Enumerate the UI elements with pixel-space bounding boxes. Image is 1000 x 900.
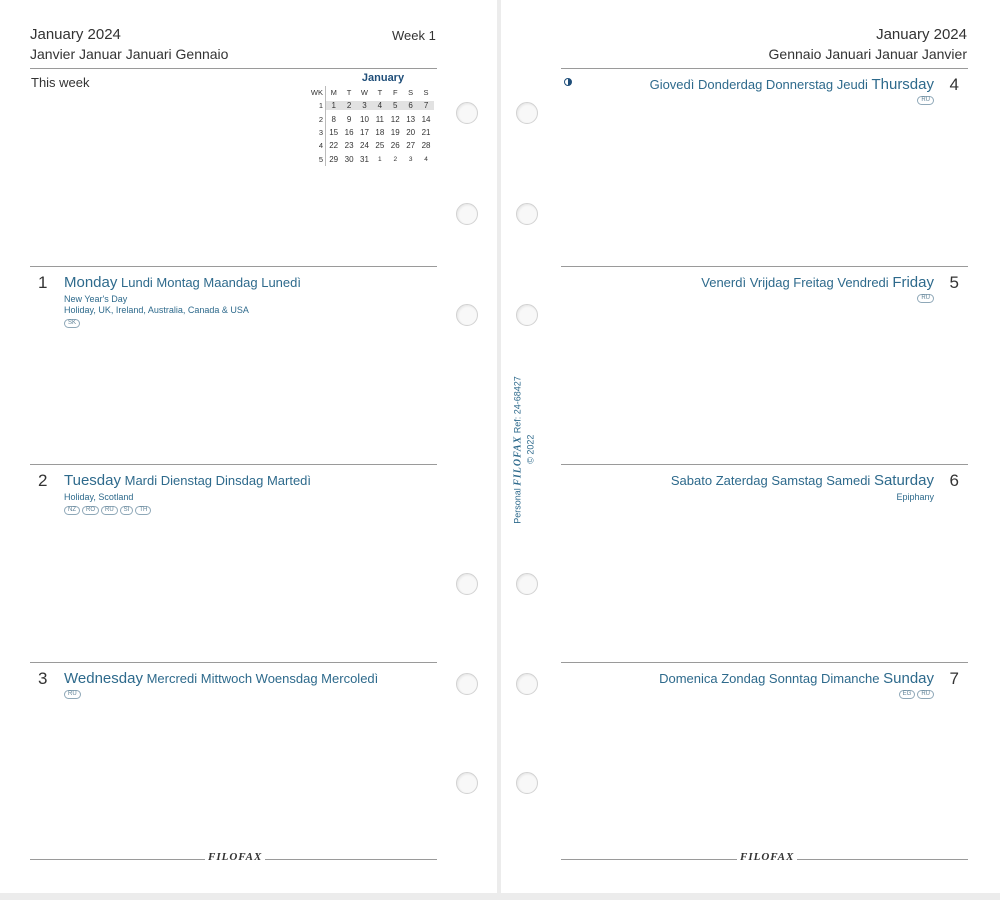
week-number: Week 1 [392,28,436,43]
punch-hole [456,102,478,124]
holiday-note: Holiday, Scotland [64,492,134,502]
mini-calendar-day: 23 [344,141,354,151]
mini-calendar-day: 1 [378,155,382,163]
spine-copyright: © 2022 [525,434,536,464]
day-divider [30,662,437,663]
day-name-translations: Mardi Dienstag Dinsdag Martedì [124,473,312,488]
mini-calendar-day: 12 [390,114,400,124]
mini-calendar-header-cell: S [423,88,429,98]
mini-calendar-day: 17 [360,128,369,138]
left-page [0,0,497,893]
day-divider [561,266,968,267]
day-divider [561,464,968,465]
day-number: 4 [949,75,959,94]
day-number: 5 [949,273,959,292]
country-badge: RU [917,690,934,699]
day-name-translations: Giovedì Donderdag Donnerstag Jeudi [649,77,868,92]
day-name-main: Friday [892,274,934,291]
this-week-label: This week [31,75,90,90]
day-number: 7 [949,669,959,688]
mini-calendar-header-cell: W [360,88,369,98]
punch-hole [456,772,478,794]
mini-calendar-week-number: 3 [310,126,326,139]
punch-hole [516,102,538,124]
country-badges [917,96,934,105]
mini-calendar-day: 2 [393,155,398,163]
mini-calendar-day: 7 [418,101,433,110]
country-badge: TH [135,506,151,515]
country-badges [64,506,151,515]
mini-calendar-day: 2 [341,101,356,110]
mini-calendar-day: 3 [357,101,372,110]
mini-calendar-week-row [310,113,438,126]
mini-calendar-day: 4 [372,101,387,110]
day-name-saturday [671,472,934,489]
spine-brand-logo: FILOFAX [512,435,524,486]
right-page [501,0,1000,893]
day-number: 2 [38,471,48,490]
mini-calendar-day: 20 [406,128,416,138]
mini-calendar-day: 1 [326,101,341,110]
country-badges [64,690,81,699]
mini-calendar-day: 8 [331,114,336,124]
mini-calendar-day: 22 [329,141,339,151]
right-month-subtitle: Gennaio Januari Januar Janvier [768,46,967,62]
punch-hole [456,673,478,695]
mini-calendar-day: 21 [421,128,431,138]
day-name-translations: Mercredi Mittwoch Woensdag Mercoledì [146,671,379,686]
country-badges [64,319,80,328]
day-name-translations: Lundi Montag Maandag Lunedì [121,275,301,290]
mini-calendar-week-row [310,126,438,139]
day-name-monday [64,274,301,291]
mini-calendar-day: 24 [360,141,369,151]
punch-hole [516,573,538,595]
mini-calendar-header-cell: T [346,88,352,98]
filofax-footer-logo: FILOFAX [737,851,797,863]
spine-size: Personal [512,488,523,524]
left-month-title: January 2024 [30,26,121,43]
punch-hole [516,673,538,695]
day-name-main: Thursday [871,76,934,93]
mini-calendar-week-number: 1 [310,99,326,112]
day-number: 6 [949,471,959,490]
mini-calendar-day: 25 [375,141,385,151]
country-badge: RU [64,690,81,699]
header-rule [561,68,968,69]
country-badge: RU [917,294,934,303]
mini-calendar-day: 19 [390,128,400,138]
mini-calendar-day: 11 [375,114,385,124]
day-name-sunday [659,670,934,687]
mini-calendar-day: 30 [344,154,354,164]
day-name-translations: Domenica Zondag Sonntag Dimanche [659,671,880,686]
mini-calendar-day: 27 [406,141,416,151]
country-badges [917,294,934,303]
mini-calendar-day: 26 [390,141,400,151]
day-name-main: Sunday [883,670,934,687]
country-badge: RU [917,96,934,105]
mini-calendar-day: 9 [346,114,352,124]
mini-calendar-day: 29 [329,154,339,164]
day-name-translations: Venerdì Vrijdag Freitag Vendredi [701,275,889,290]
day-name-wednesday [64,670,378,687]
right-month-title: January 2024 [876,26,967,43]
filofax-footer-logo: FILOFAX [205,851,265,863]
day-number: 1 [38,273,48,292]
day-name-friday [701,274,934,291]
mini-calendar-day: 13 [406,114,416,124]
holiday-note: Epiphany [896,492,934,502]
mini-calendar-header-cell: M [330,88,337,98]
day-name-thursday [650,76,934,93]
mini-calendar-week-row [310,152,438,165]
country-badges [899,690,934,699]
punch-hole [516,203,538,225]
day-divider [30,266,437,267]
mini-calendar-day: 31 [360,154,369,164]
holiday-note: Holiday, UK, Ireland, Australia, Canada & USA [64,305,249,315]
mini-calendar-day: 5 [388,101,403,110]
mini-calendar-header-cell: WK [310,86,326,99]
mini-calendar-week-row [310,139,438,152]
day-name-translations: Sabato Zaterdag Samstag Samedi [670,473,871,488]
mini-calendar-day: 14 [421,114,431,124]
day-divider [30,464,437,465]
spine-reference [512,376,537,524]
country-badge: RO [82,506,99,515]
day-name-main: Wednesday [64,670,143,687]
day-name-tuesday [64,472,311,489]
day-name-main: Monday [64,274,118,291]
header-rule [30,68,437,69]
holiday-note: New Year's Day [64,294,128,304]
mini-calendar-day: 10 [360,114,369,124]
mini-calendar-body [310,99,438,165]
mini-calendar [310,72,438,166]
day-number: 3 [38,669,48,688]
mini-calendar-day: 16 [344,128,354,138]
country-badge: NZ [64,506,80,515]
mini-calendar-day: 28 [421,141,431,151]
mini-calendar-header-cell: T [377,88,383,98]
mini-calendar-week-number: 2 [310,113,326,126]
punch-hole [456,304,478,326]
left-month-subtitle: Janvier Januar Januari Gennaio [30,46,229,62]
mini-calendar-day: 18 [375,128,385,138]
mini-calendar-week-number: 5 [310,152,326,165]
mini-calendar-header-cell: S [408,88,414,98]
punch-hole [516,772,538,794]
country-badge: RU [101,506,118,515]
country-badge: SK [64,319,80,328]
mini-calendar-day: 6 [403,101,418,110]
punch-hole [456,203,478,225]
mini-calendar-day: 4 [424,155,428,163]
mini-calendar-month: January [361,72,405,84]
country-badge: SI [120,506,134,515]
punch-hole [516,304,538,326]
mini-calendar-week-number: 4 [310,139,326,152]
mini-calendar-day: 3 [408,155,413,163]
mini-calendar-week-row [310,99,438,112]
punch-hole [456,573,478,595]
first-quarter-moon-icon [564,78,572,86]
day-name-main: Tuesday [64,472,121,489]
spine-ref: Ref: 24-68427 [512,376,523,434]
day-divider [561,662,968,663]
mini-calendar-day: 15 [329,128,339,138]
mini-calendar-header-cell: F [392,88,398,98]
country-badge: EG [899,690,916,699]
day-name-main: Saturday [873,472,934,489]
mini-calendar-header [310,86,438,99]
